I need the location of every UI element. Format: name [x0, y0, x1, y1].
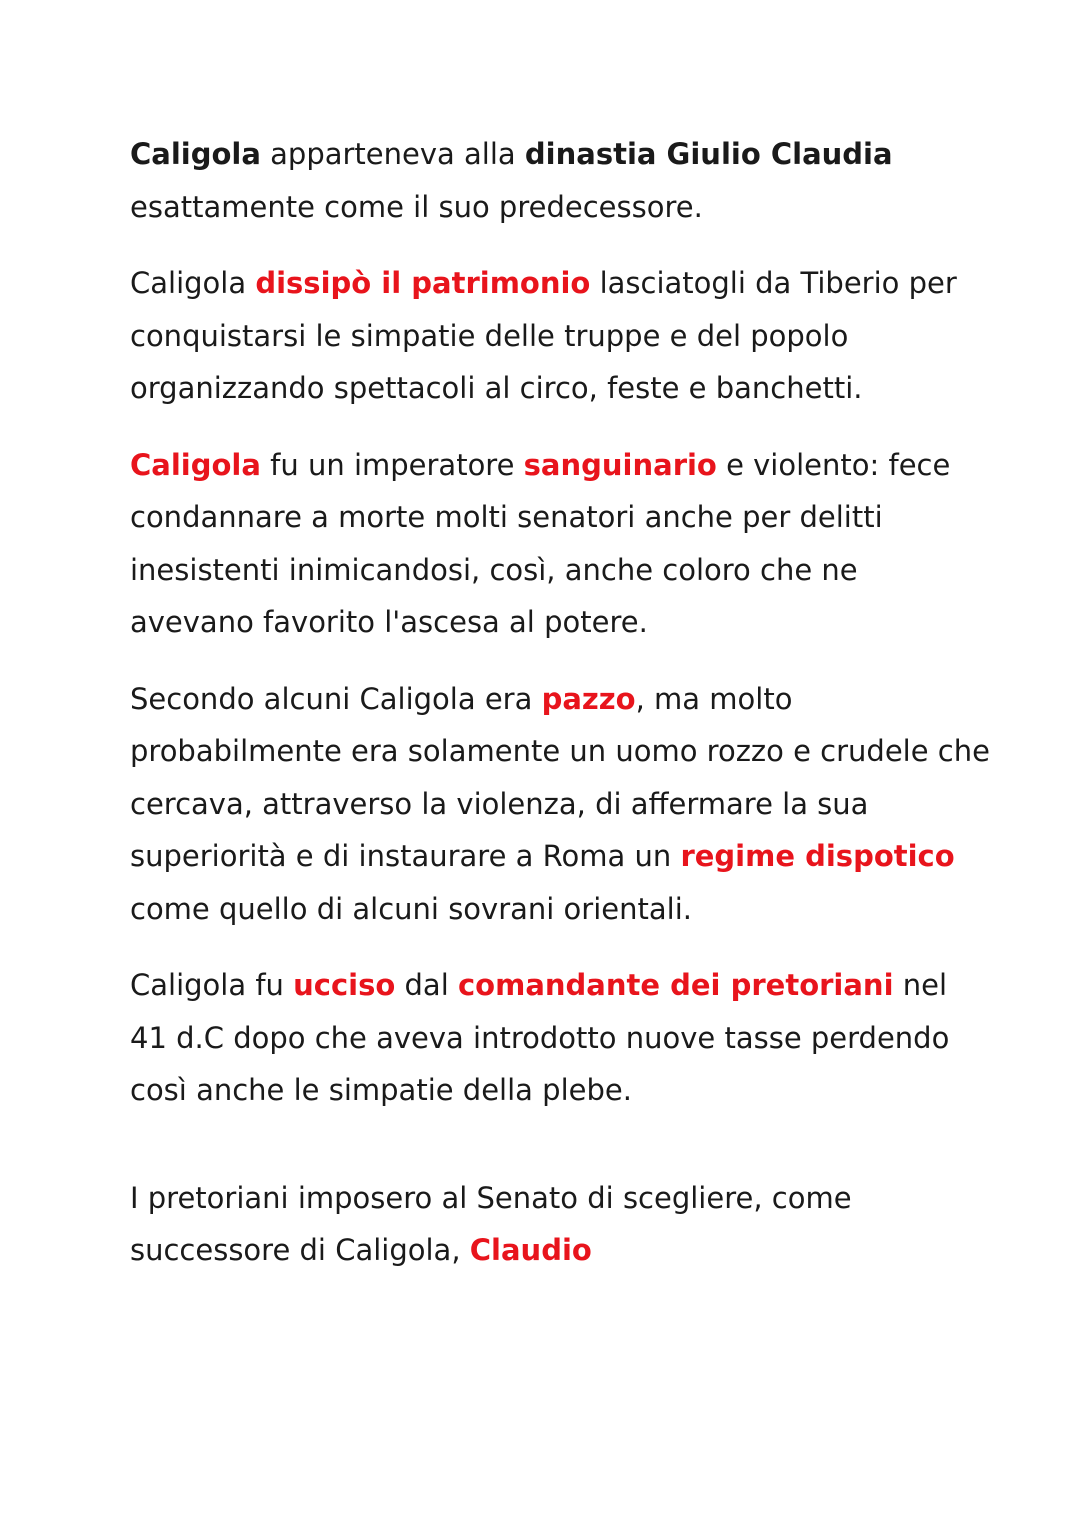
highlight-commander: comandante dei pretoriani: [457, 968, 894, 1002]
highlight-patrimony: dissipò il patrimonio: [255, 266, 591, 300]
highlight-pazzo: pazzo: [541, 681, 636, 716]
text-segment: nel 41 d.C dopo che aveva introdotto nuove tasse perdendo così anche le simpatie della plebe.: [130, 968, 950, 1107]
highlight-dynasty: dinastia Giulio Claudia: [524, 137, 893, 171]
highlight-claudio: Claudio: [469, 1233, 592, 1267]
text-segment: apparteneva alla: [260, 137, 525, 171]
highlight-sanguinario: sanguinario: [523, 447, 717, 482]
paragraph-death: [130, 959, 990, 1117]
text-segment: esattamente come il suo predecessore.: [130, 189, 703, 224]
paragraph-patrimony: [130, 257, 990, 415]
text-segment: dal: [395, 968, 458, 1002]
paragraph-madness: [130, 673, 990, 936]
paragraph-dynasty: [130, 128, 990, 233]
text-segment: , ma molto probabilmente era solamente un uomo rozzo e crudele che cercava, attraverso la violenza, di affermare la sua superiorità e di instaurare a Roma un: [130, 681, 990, 873]
text-segment: Secondo alcuni Caligola era: [130, 681, 542, 716]
highlight-caligola: Caligola: [130, 137, 261, 171]
highlight-ucciso: ucciso: [293, 968, 396, 1002]
text-segment: fu un imperatore: [260, 447, 524, 482]
text-segment: Caligola fu: [130, 968, 294, 1002]
text-segment: Caligola: [130, 266, 256, 300]
highlight-caligola: Caligola: [130, 447, 261, 482]
text-segment: lasciatogli da Tiberio per conquistarsi le simpatie delle truppe e del popolo organizzando spettacoli al circo, feste e banchetti.: [130, 266, 957, 405]
text-segment: I pretoriani imposero al Senato di scegliere, come successore di Caligola,: [130, 1180, 852, 1267]
text-segment: come quello di alcuni sovrani orientali.: [130, 891, 692, 926]
paragraph-violence: [130, 439, 990, 649]
highlight-regime: regime dispotico: [680, 839, 955, 873]
document-page: [130, 128, 990, 1301]
text-segment: e violento: fece condannare a morte molti senatori anche per delitti inesistenti inimicandosi, così, anche coloro che ne avevano favorito l'ascesa al potere.: [130, 447, 951, 639]
paragraph-successor: [130, 1172, 990, 1277]
